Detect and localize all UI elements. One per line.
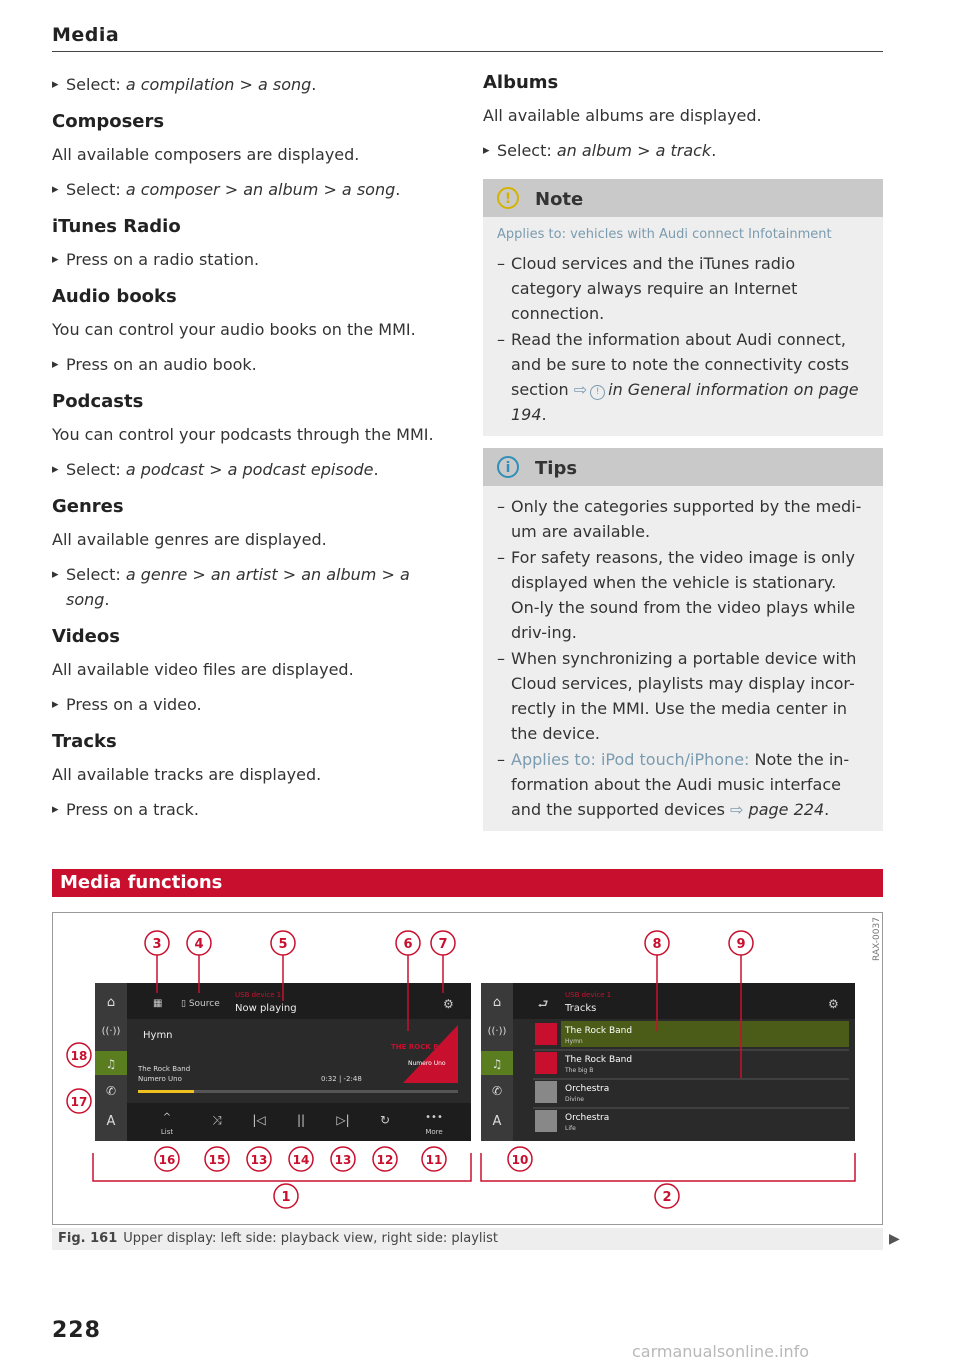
section-banner: Media functions xyxy=(52,869,883,897)
svg-text:The big B: The big B xyxy=(565,1067,594,1074)
playback-time: 0:32 | -2:48 xyxy=(321,1075,362,1083)
svg-text:17: 17 xyxy=(70,1095,88,1109)
step-composers: ▸ Select: a composer > an album > a song. xyxy=(52,177,452,202)
callout-marker xyxy=(508,1147,532,1171)
svg-text:10: 10 xyxy=(511,1153,529,1167)
composers-text: All available composers are displayed. xyxy=(52,145,360,164)
svg-text:2: 2 xyxy=(662,1190,672,1205)
step-videos: ▸ Press on a video. xyxy=(52,692,452,717)
svg-text:13: 13 xyxy=(334,1153,352,1167)
step-audiobooks: ▸ Press on an audio book. xyxy=(52,352,452,377)
left-screen xyxy=(95,983,471,1141)
svg-text:13: 13 xyxy=(250,1153,268,1167)
tips-label: Tips xyxy=(535,458,578,479)
videos-text: All available video files are displayed. xyxy=(52,660,354,679)
svg-text:Life: Life xyxy=(565,1125,576,1132)
figure-code: RAX-0037 xyxy=(872,917,882,961)
home-icon[interactable]: ⌂ xyxy=(106,995,116,1010)
arrow-ref-icon: ⇨ xyxy=(573,380,588,399)
step-genres: ▸ Select: a genre > an artist > an album > a song. xyxy=(52,562,452,612)
note-label: Note xyxy=(535,189,584,210)
right-screen xyxy=(481,983,855,1141)
svg-text:15: 15 xyxy=(208,1153,226,1167)
song-title: Hymn xyxy=(143,1030,173,1041)
callout-marker xyxy=(422,1147,446,1171)
progress-fill xyxy=(138,1090,194,1093)
figure-161 xyxy=(52,912,883,1225)
next-icon[interactable]: ▷| xyxy=(336,1113,350,1127)
svg-text:The Rock Band: The Rock Band xyxy=(565,1026,633,1036)
step-itunes: ▸ Press on a radio station. xyxy=(52,247,452,272)
tips-item: – Only the categories supported by the medi-um are available. xyxy=(497,494,869,544)
back-icon[interactable]: ⮐ xyxy=(537,997,549,1011)
callout-marker xyxy=(396,931,420,955)
callout-marker xyxy=(145,931,169,955)
figure-number: Fig. 161 xyxy=(58,1231,118,1246)
grid-icon[interactable]: ▦ xyxy=(153,998,163,1009)
audiobooks-text: You can control your audio books on the MMI. xyxy=(52,320,416,339)
svg-text:Hymn: Hymn xyxy=(565,1038,583,1045)
svg-text:14: 14 xyxy=(292,1153,310,1167)
settings-icon[interactable]: ⚙ xyxy=(828,997,839,1011)
callout-marker xyxy=(373,1147,397,1171)
right-view-title: Tracks xyxy=(565,1003,597,1014)
navigation-icon[interactable]: A xyxy=(106,1114,116,1129)
repeat-icon[interactable]: ↻ xyxy=(379,1113,391,1127)
svg-text:3: 3 xyxy=(152,937,162,952)
home-icon[interactable]: ⌂ xyxy=(492,995,502,1010)
callout-marker xyxy=(655,1184,679,1208)
heading-albums: Albums xyxy=(483,72,559,93)
tips-ref-link[interactable]: page 224 xyxy=(748,800,825,819)
svg-text:8: 8 xyxy=(652,937,662,952)
left-column xyxy=(52,72,452,822)
more-icon[interactable]: ••• xyxy=(425,1112,443,1123)
figure-illustration xyxy=(53,913,883,1225)
heading-tracks: Tracks xyxy=(52,731,117,752)
note-applies: Applies to: vehicles with Audi connect Infotainment xyxy=(497,227,832,242)
list-label: List xyxy=(160,1128,174,1136)
page-header-title: Media xyxy=(52,24,120,46)
callout-marker xyxy=(331,1147,355,1171)
heading-videos: Videos xyxy=(52,626,120,647)
tips-item: – Applies to: iPod touch/iPhone: Note the in-formation about the Audi music interface and the supported devices ⇨ page 224. xyxy=(497,747,869,822)
header-rule xyxy=(52,51,883,52)
step-compilation: ▸ Select: a compilation > a song. xyxy=(52,72,452,97)
pause-icon[interactable]: || xyxy=(296,1113,306,1127)
media-icon[interactable]: ♫ xyxy=(491,1057,503,1071)
arrow-ref-icon: ⇨ xyxy=(730,800,744,819)
media-icon[interactable]: ♫ xyxy=(105,1057,117,1071)
previous-icon[interactable]: |◁ xyxy=(252,1113,266,1127)
heading-composers: Composers xyxy=(52,111,165,132)
shuffle-icon[interactable]: ⤨ xyxy=(212,1113,222,1127)
tips-box xyxy=(483,448,883,831)
watermark: carmanualsonline.info xyxy=(632,1342,810,1361)
svg-text:Orchestra: Orchestra xyxy=(565,1084,610,1094)
callout-marker xyxy=(729,931,753,955)
album-name: Numero Uno xyxy=(138,1075,182,1083)
callout-marker xyxy=(187,931,211,955)
step-albums: ▸ Select: an album > a track. xyxy=(483,138,883,163)
callout-marker xyxy=(205,1147,229,1171)
svg-text:The Rock Band: The Rock Band xyxy=(565,1055,633,1065)
albums-text: All available albums are displayed. xyxy=(483,106,762,125)
left-view-title: Now playing xyxy=(235,1003,297,1014)
svg-text:4: 4 xyxy=(194,937,204,952)
callout-marker xyxy=(645,931,669,955)
svg-text:12: 12 xyxy=(376,1153,394,1167)
heading-podcasts: Podcasts xyxy=(52,391,144,412)
figure-caption xyxy=(52,1228,900,1250)
heading-audio-books: Audio books xyxy=(52,286,177,307)
callout-marker xyxy=(431,931,455,955)
info-icon: i xyxy=(497,456,519,478)
source-button[interactable]: ▯ Source xyxy=(181,999,220,1009)
artist-name: The Rock Band xyxy=(138,1065,191,1073)
callout-marker xyxy=(271,931,295,955)
list-icon[interactable]: ^ xyxy=(162,1112,172,1123)
note-item: – Read the information about Audi connect, and be sure to note the connectivity costs section ⇨ ! in General information on page 194. xyxy=(497,327,869,427)
svg-text:16: 16 xyxy=(158,1153,176,1167)
tips-header xyxy=(483,448,883,486)
heading-itunes-radio: iTunes Radio xyxy=(52,216,181,237)
callout-marker xyxy=(274,1184,298,1208)
svg-text:11: 11 xyxy=(425,1153,443,1167)
phone-icon[interactable]: ✆ xyxy=(105,1084,117,1098)
cover-band-text: THE ROCK BAND xyxy=(391,1043,456,1051)
tracks-text: All available tracks are displayed. xyxy=(52,765,322,784)
continue-arrow-icon: ▶ xyxy=(889,1231,900,1247)
step-podcasts: ▸ Select: a podcast > a podcast episode. xyxy=(52,457,452,482)
svg-text:7: 7 xyxy=(438,937,448,952)
exclamation-icon: ! xyxy=(497,187,519,209)
svg-text:18: 18 xyxy=(70,1049,88,1063)
right-column xyxy=(483,72,883,831)
svg-text:9: 9 xyxy=(736,937,746,952)
callout-marker xyxy=(67,1089,91,1113)
note-ref-link[interactable]: in General information on page 194 xyxy=(511,380,859,424)
podcasts-text: You can control your podcasts through the MMI. xyxy=(52,425,434,444)
settings-icon[interactable]: ⚙ xyxy=(443,997,454,1011)
callout-marker xyxy=(155,1147,179,1171)
svg-text:1: 1 xyxy=(281,1190,291,1205)
callout-marker xyxy=(67,1043,91,1067)
svg-text:Divine: Divine xyxy=(565,1096,584,1103)
note-ref-icon: ! xyxy=(590,385,605,400)
radio-icon[interactable]: ((·)) xyxy=(101,1026,121,1037)
left-device-label: USB device 1 xyxy=(235,991,282,999)
phone-icon[interactable]: ✆ xyxy=(491,1084,503,1098)
right-device-label: USB device 1 xyxy=(565,991,612,999)
note-header xyxy=(483,179,883,217)
page-number: 228 xyxy=(52,1318,101,1343)
navigation-icon[interactable]: A xyxy=(492,1114,502,1129)
cover-sub-text: Numero Uno xyxy=(408,1060,446,1067)
note-item: – Cloud services and the iTunes radio category always require an Internet connection. xyxy=(497,251,869,326)
step-tracks: ▸ Press on a track. xyxy=(52,797,452,822)
svg-text:5: 5 xyxy=(278,937,288,952)
more-label: More xyxy=(425,1128,443,1136)
callout-marker xyxy=(289,1147,313,1171)
note-box xyxy=(483,179,883,436)
tips-item: – For safety reasons, the video image is only displayed when the vehicle is stationary. On-ly the sound from the video plays while driv-ing. xyxy=(497,545,869,645)
heading-genres: Genres xyxy=(52,496,124,517)
radio-icon[interactable]: ((·)) xyxy=(487,1026,507,1037)
svg-text:Orchestra: Orchestra xyxy=(565,1113,610,1123)
caption-text: Upper display: left side: playback view, right side: playlist xyxy=(123,1231,498,1246)
svg-text:6: 6 xyxy=(403,937,413,952)
tips-item: – When synchronizing a portable device with Cloud services, playlists may display incor-rectly in the MMI. Use the media center in the device. xyxy=(497,646,869,746)
callout-marker xyxy=(247,1147,271,1171)
genres-text: All available genres are displayed. xyxy=(52,530,327,549)
